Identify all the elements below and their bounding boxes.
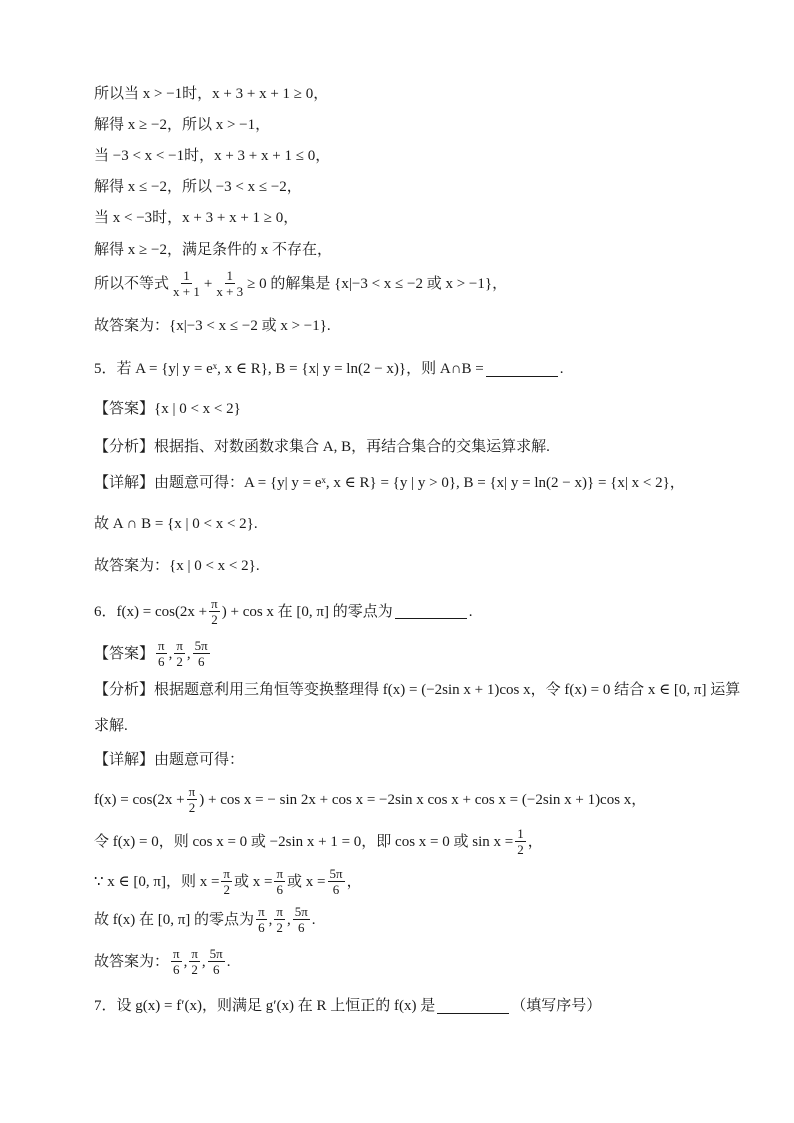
text-line: 当 x < −3时，x + 3 + x + 1 ≥ 0， — [94, 210, 299, 226]
question-6: 6．f(x) = cos(2x + $\frac{\pi}{2}$ ) + cos x 在 [0, π] 的零点为 . — [94, 596, 473, 627]
detail-tag: 【详解】 — [94, 752, 155, 768]
fraction: $\frac{5\pi}{6}$ — [329, 866, 343, 897]
derivation-line: ∵ x ∈ [0, π]，则 x = $\frac{\pi}{2}$ 或 x = $\frac{\pi}{6}$ 或 x = $\frac{5\pi}{6}$ ， — [94, 866, 362, 897]
derivation-line: 故 f(x) 在 [0, π] 的零点为 $\frac{\pi}{6}$ , $\frac{\pi}{2}$ , $\frac{5\pi}{6}$ . — [94, 904, 316, 935]
fraction: $\frac{\pi}{6}$ — [276, 866, 284, 897]
text-line: 故 A ∩ B = {x | 0 < x < 2}. — [94, 516, 258, 532]
text-line: 求解. — [94, 718, 128, 734]
answer-line: 故答案为：{x|−3 < x ≤ −2 或 x > −1}. — [94, 318, 331, 334]
answer-tag: 【答案】 — [94, 401, 155, 417]
text-line: 所以当 x > −1时，x + 3 + x + 1 ≥ 0， — [94, 86, 329, 102]
fraction: $\frac{\pi}{6}$ — [158, 638, 165, 669]
fraction: $\frac{\pi}{2}$ — [191, 946, 198, 977]
answer-blank — [395, 604, 467, 619]
fraction: $\frac{1}{2}$ — [517, 826, 524, 857]
answer-5: 【答案】 {x | 0 < x < 2} — [94, 401, 241, 417]
fraction: $\frac{1}{x + 3}$ — [216, 268, 244, 299]
analysis-5: 【分析】 根据指、对数函数求集合 A, B，再结合集合的交集运算求解. — [94, 439, 550, 455]
question-5: 5．若 A = {y| y = eˣ, x ∈ R}, B = {x| y = ln(2 − x)}，则 A∩B = . — [94, 361, 564, 377]
fraction: $\frac{\pi}{2}$ — [176, 638, 183, 669]
answer-blank — [486, 362, 558, 377]
text-line: 解得 x ≥ −2，满足条件的 x 不存在， — [94, 242, 332, 258]
fraction: $\frac{\pi}{6}$ — [173, 946, 180, 977]
inequality-solution-line: 所以不等式 $\frac{1}{x + 1}$ + $\frac{1}{x + 3}$ ≥ 0 的解集是 {x|−3 < x ≤ −2 或 x > −1}， — [94, 268, 508, 299]
fraction: $\frac{1}{x + 1}$ — [173, 268, 200, 299]
answer-blank — [437, 999, 509, 1014]
fraction: $\frac{\pi}{6}$ — [258, 904, 265, 935]
analysis-tag: 【分析】 — [94, 682, 155, 698]
answer-line: 故答案为：{x | 0 < x < 2}. — [94, 558, 260, 574]
fraction: $\frac{\pi}{2}$ — [276, 904, 283, 935]
fraction: $\frac{\pi}{2}$ — [188, 784, 196, 815]
detail-tag: 【详解】 — [94, 475, 155, 491]
answer-tag: 【答案】 — [94, 645, 155, 662]
analysis-6: 【分析】 根据题意利用三角恒等变换整理得 f(x) = (−2sin x + 1)cos x，令 f(x) = 0 结合 x ∈ [0, π] 运算 — [94, 682, 741, 698]
detail-5: 【详解】 由题意可得：A = {y| y = eˣ, x ∈ R} = {y | y > 0}, B = {x| y = ln(2 − x)} = {x| x < 2}， — [94, 475, 685, 491]
answer-line: 故答案为： $\frac{\pi}{6}$ , $\frac{\pi}{2}$ , $\frac{5\pi}{6}$ . — [94, 946, 231, 977]
fraction: $\frac{5\pi}{6}$ — [209, 946, 223, 977]
text-line: 解得 x ≥ −2，所以 x > −1， — [94, 117, 271, 133]
text-line: 当 −3 < x < −1时，x + 3 + x + 1 ≤ 0， — [94, 148, 331, 164]
answer-6: 【答案】 $\frac{\pi}{6}$ , $\frac{\pi}{2}$ , $\frac{5\pi}{6}$ — [94, 638, 208, 669]
fraction: $\frac{\pi}{2}$ — [223, 866, 230, 897]
derivation-line: f(x) = cos(2x + $\frac{\pi}{2}$ ) + cos x = − sin 2x + cos x = −2sin x cos x + cos x = (−2sin x + 1)cos x， — [94, 784, 647, 815]
derivation-line: 令 f(x) = 0，则 cos x = 0 或 −2sin x + 1 = 0，即 cos x = 0 或 sin x = $\frac{1}{2}$ ， — [94, 826, 543, 857]
text-line: 解得 x ≤ −2，所以 −3 < x ≤ −2， — [94, 179, 302, 195]
fraction: $\frac{5\pi}{6}$ — [294, 904, 308, 935]
fraction: $\frac{\pi}{2}$ — [211, 596, 218, 627]
analysis-tag: 【分析】 — [94, 439, 155, 455]
question-7: 7．设 g(x) = f′(x)，则满足 g′(x) 在 R 上恒正的 f(x) 是 （填写序号） — [94, 998, 602, 1014]
detail-6: 【详解】 由题意可得： — [94, 752, 245, 768]
fraction: $\frac{5\pi}{6}$ — [194, 638, 208, 669]
